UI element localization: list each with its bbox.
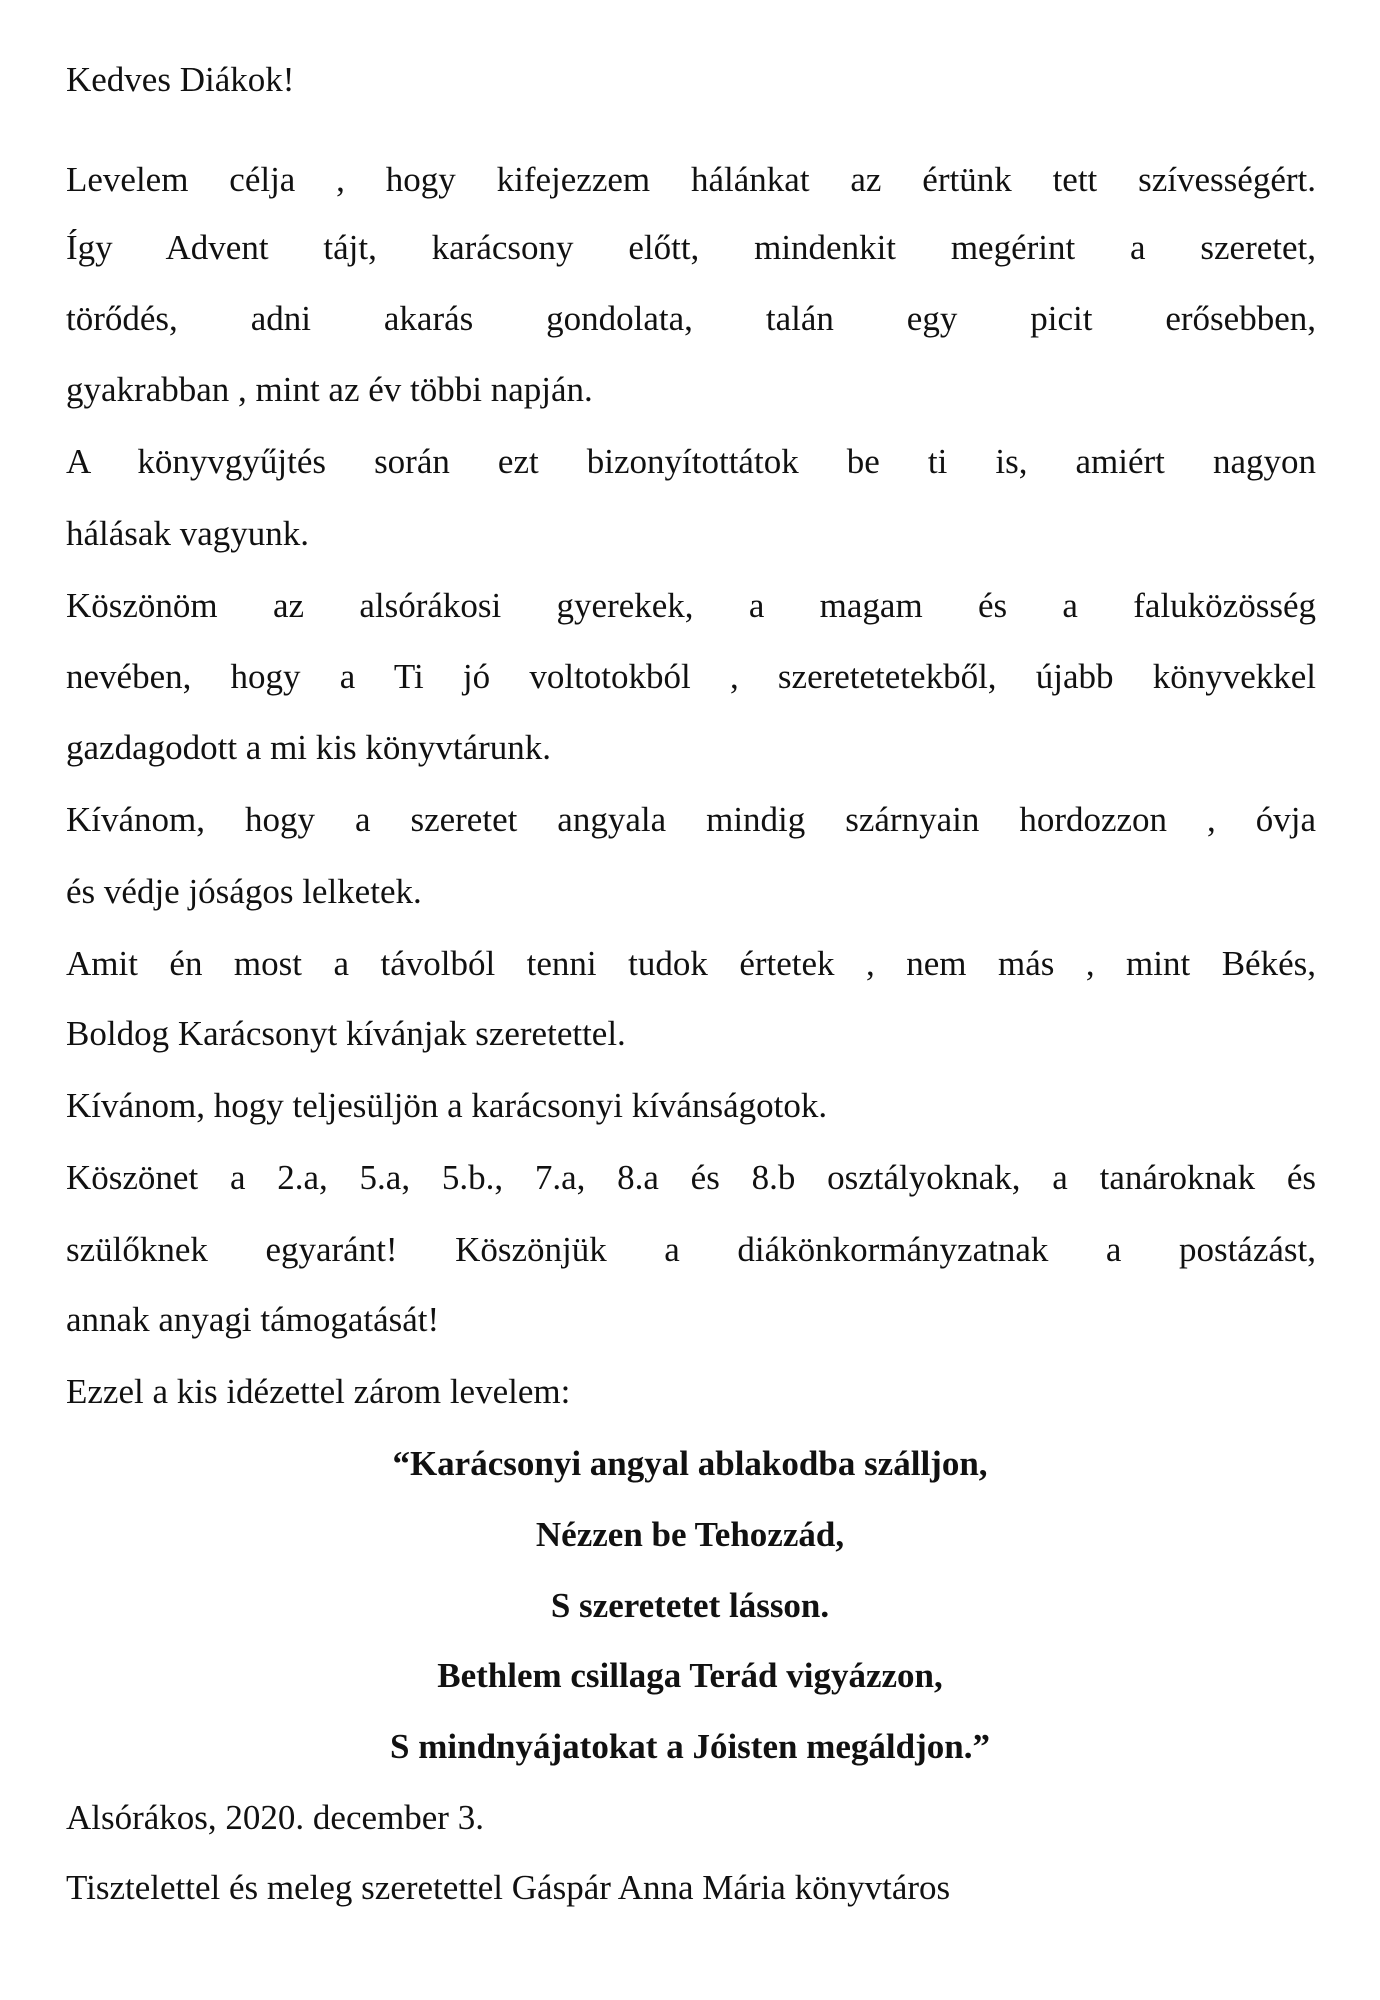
body-line: hálásak vagyunk. [66, 514, 309, 553]
body-line: Így Advent tájt, karácsony előtt, mindenkit megérint a szeretet, [66, 228, 1316, 267]
body-line: gyakrabban , mint az év többi napján. [66, 370, 593, 409]
signature: Tisztelettel és meleg szeretettel Gáspár Anna Mária könyvtáros [66, 1868, 951, 1907]
greeting: Kedves Diákok! [66, 60, 295, 99]
body-line: annak anyagi támogatását! [66, 1300, 440, 1339]
poem-line: “Karácsonyi angyal ablakodba szálljon, [392, 1444, 988, 1483]
body-line: gazdagodott a mi kis könyvtárunk. [66, 728, 552, 767]
body-line: Boldog Karácsonyt kívánjak szeretettel. [66, 1014, 626, 1053]
body-line: Kívánom, hogy teljesüljön a karácsonyi kívánságotok. [66, 1086, 828, 1125]
body-line: törődés, adni akarás gondolata, talán egy picit erősebben, [66, 299, 1316, 338]
poem-line: Nézzen be Tehozzád, [535, 1515, 845, 1554]
body-line: Köszönöm az alsórákosi gyerekek, a magam és a faluközösség [66, 586, 1316, 625]
place-date: Alsórákos, 2020. december 3. [66, 1798, 484, 1837]
body-line: nevében, hogy a Ti jó voltotokból , szeretetetekből, újabb könyvekkel [66, 657, 1316, 696]
body-line: Levelem célja , hogy kifejezzem hálánkat az értünk tett szívességért. [66, 160, 1316, 199]
body-line: Kívánom, hogy a szeretet angyala mindig szárnyain hordozzon , óvja [66, 800, 1316, 839]
body-line: szülőknek egyaránt! Köszönjük a diákönkormányzatnak a postázást, [66, 1230, 1316, 1269]
poem-line: S szeretetet lásson. [550, 1586, 830, 1625]
body-line: Ezzel a kis idézettel zárom levelem: [66, 1372, 571, 1411]
body-line: Köszönet a 2.a, 5.a, 5.b., 7.a, 8.a és 8.b osztályoknak, a tanároknak és [66, 1158, 1316, 1197]
body-line: A könyvgyűjtés során ezt bizonyítottátok be ti is, amiért nagyon [66, 442, 1316, 481]
body-line: Amit én most a távolból tenni tudok értetek , nem más , mint Békés, [66, 944, 1316, 983]
poem-line: Bethlem csillaga Terád vigyázzon, [437, 1656, 943, 1695]
poem-line: S mindnyájatokat a Jóisten megáldjon.” [390, 1727, 990, 1766]
body-line: és védje jóságos lelketek. [66, 872, 422, 911]
